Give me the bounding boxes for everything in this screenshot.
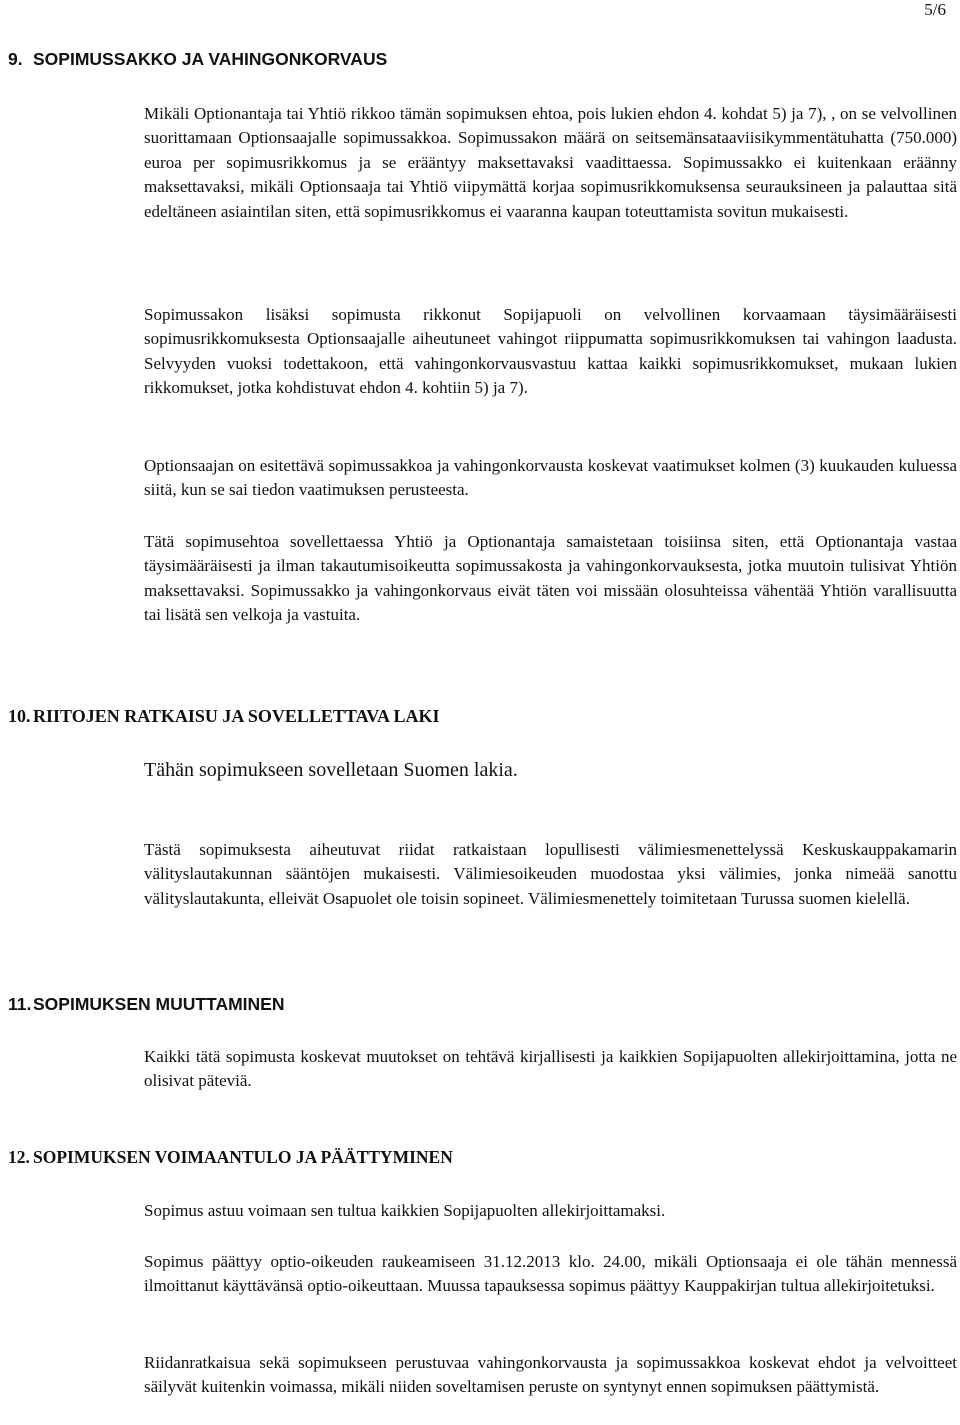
paragraph: Tästä sopimuksesta aiheutuvat riidat ratkaistaan lopullisesti välimiesmenettelyssä Keskuskauppakamarin välityslautakunnan sääntöjen mukaisesti. Välimiesoikeuden muodostaa yksi välimies, jonka nimeää sanottu välityslautakunta, elleivät Osapuolet ole toisin sopineet. Välimiesmenettely toimitetaan Turussa suomen kielellä. <box>144 840 957 908</box>
paragraph: Sopimus astuu voimaan sen tultua kaikkien Sopijapuolten allekirjoittamaksi. <box>144 1201 666 1220</box>
section-number: 11. <box>8 994 32 1014</box>
paragraph: Sopimus päättyy optio-oikeuden raukeamiseen 31.12.2013 klo. 24.00, mikäli Optionsaaja ei ole tähän mennessä ilmoittanut käyttävänsä optio-oikeuttaan. Muussa tapauksessa sopimus päättyy Kauppakirjan tultua allekirjoitetuksi. <box>144 1252 957 1296</box>
section-number: 10. <box>8 706 31 726</box>
paragraph: Mikäli Optionantaja tai Yhtiö rikkoo tämän sopimuksen ehtoa, pois lukien ehdon 4. kohdat 5) ja 7), , on se velvollinen suorittamaan Optionsaajalle sopimussakkoa. Sopimussakon määrä on seitsemänsataaviisikymmentätuhatta (750.000) euroa per sopimusrikkomus ja se erääntyy maksettavaksi vaadittaessa. Sopimussakko ei kuitenkaan eräänny maksettavaksi, mikäli Optionsaaja tai Yhtiö viipymättä korjaa sopimusrikkomuksensa seurauksineen ja palauttaa sitä edeltäneen asiaintilan siten, että sopimusrikkomus ei vaaranna kaupan toteuttamista sovitun mukaisesti. <box>144 104 957 221</box>
section-title: RIITOJEN RATKAISU JA SOVELLETTAVA LAKI <box>33 706 440 726</box>
section-number: 9. <box>8 49 23 69</box>
section-title: SOPIMUKSEN VOIMAANTULO JA PÄÄTTYMINEN <box>33 1147 453 1167</box>
paragraph: Optionsaajan on esitettävä sopimussakkoa ja vahingonkorvausta koskevat vaatimukset kolmen (3) kuukauden kuluessa siitä, kun se sai tiedon vaatimuksen perusteesta. <box>144 456 957 500</box>
paragraph: Riidanratkaisua sekä sopimukseen perustuvaa vahingonkorvausta ja sopimussakkoa koskevat ehdot ja velvoitteet säilyvät kuitenkin voimassa, mikäli niiden soveltamisen peruste on syntynyt ennen sopimuksen päättymistä. <box>144 1353 957 1397</box>
section-title: SOPIMUKSEN MUUTTAMINEN <box>33 994 285 1014</box>
paragraph: Kaikki tätä sopimusta koskevat muutokset on tehtävä kirjallisesti ja kaikkien Sopijapuolten allekirjoittamina, jotta ne olisivat päteviä. <box>144 1047 957 1091</box>
paragraph: Tätä sopimusehtoa sovellettaessa Yhtiö ja Optionantaja samaistetaan toisiinsa siten, että Optionantaja vastaa täysimääräisesti ja ilman takautumisoikeutta sopimussakosta ja vahingonkorvauksesta, jotka muutoin tulisivat Yhtiön maksettavaksi. Sopimussakko ja vahingonkorvaus eivät täten voi missään olosuhteissa vähentää Yhtiön varallisuutta tai lisätä sen velkoja ja vastuita. <box>144 532 957 625</box>
section-title: SOPIMUSSAKKO JA VAHINGONKORVAUS <box>33 49 388 69</box>
paragraph: Tähän sopimukseen sovelletaan Suomen lakia. <box>144 759 518 781</box>
section-number: 12. <box>8 1147 30 1167</box>
page-number: 5/6 <box>924 0 946 19</box>
paragraph: Sopimussakon lisäksi sopimusta rikkonut Sopijapuoli on velvollinen korvaamaan täysimääräisesti sopimusrikkomuksesta Optionsaajalle aiheutuneet vahingot riippumatta sopimusrikkomuksen tai vahingon laadusta. Selvyyden vuoksi todettakoon, että vahingonkorvausvastuu kattaa kaikki sopimusrikkomukset, mukaan lukien rikkomukset, jotka kohdistuvat ehdon 4. kohtiin 5) ja 7). <box>144 305 957 398</box>
